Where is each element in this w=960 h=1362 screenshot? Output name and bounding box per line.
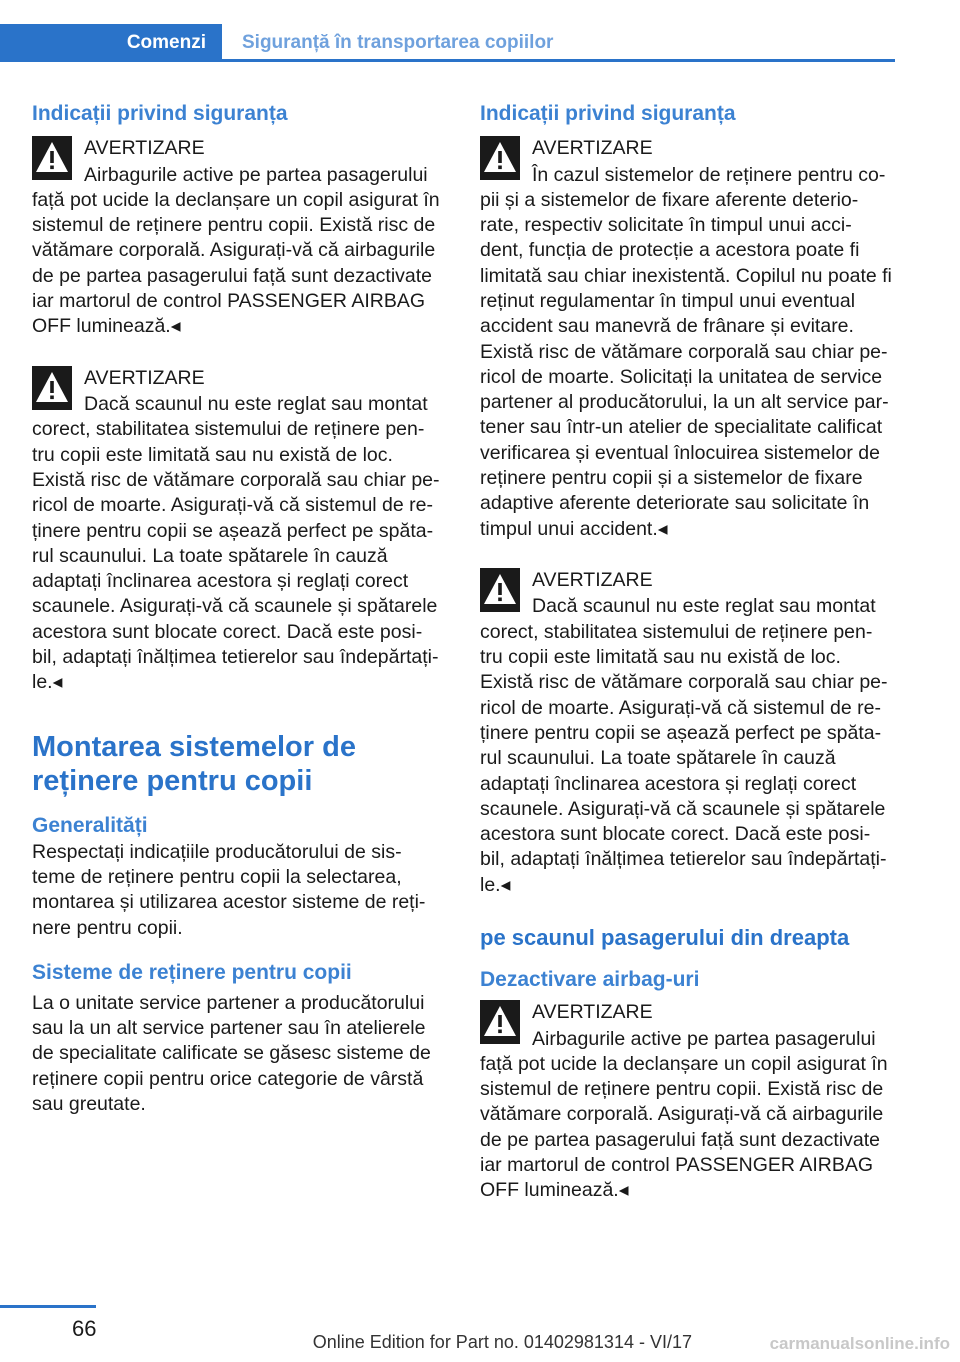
edition-note: Online Edition for Part no. 01402981314 - VI/17 [312,1332,692,1352]
warning-title: AVERTIZARE [532,568,653,591]
page-number: 66 [72,1316,97,1341]
footer-rule [0,1305,96,1308]
section-title: Siguranță în transportarea copiilor [242,32,554,53]
chapter-tab-label: Comenzi [126,32,206,53]
warning-text: Airbagurile active pe partea pasagerului față pot ucide la declanșare un copil asigurat în sistemul de reținere pentru copii. Există risc de vătămare corporală. Asigurați-vă că airbagurile de pe partea pasagerului față sunt dezactivate iar martorul de control PASSENGER AIRBAG OFF luminează.◂ [480,1027,888,1202]
warning-block [480,1000,895,1204]
watermark: carmanualsonline.info [769,1334,950,1353]
heading-deactivate-airbags: Dezactivare airbag-uri [480,968,700,992]
left-column [32,100,447,1117]
chapter-tab[interactable] [0,24,222,62]
warning-text: Dacă scaunul nu este reglat sau montat corect, stabilitatea sistemului de reținere pen- tru copii este limitată sau nu există de loc. Există risc de vătămare corporală sau chiar pe- ricol de moarte. Asigurați-vă că sistemul de re- ținere pentru copii se așează perfect pe spăta- rul scaunului. La toate spătarele în cauză adaptați înclinarea acestora și reglați corect scaunele. Asigurați-vă că scaunele și spătarele acestora sunt blocate corect. Dacă este posi- bil, adaptați înălțimea tetierelor sau îndepărtați- le.◂ [32,393,440,694]
heading-safety-notes: Indicații privind siguranța [480,102,736,125]
warning-triangle-icon [480,136,520,180]
header-rule [222,59,895,62]
warning-block [480,136,895,542]
warning-title: AVERTIZARE [84,137,205,159]
warning-block [480,568,895,898]
warning-triangle-icon [480,1000,520,1044]
heading-safety-notes: Indicații privind siguranța [32,102,288,125]
right-column [480,100,895,1230]
warning-triangle-icon [32,366,72,410]
heading-passenger-seat: pe scaunul pasagerului din dreapta [480,925,850,951]
warning-triangle-icon [32,136,72,180]
warning-block [32,136,447,340]
warning-title: AVERTIZARE [532,137,653,159]
heading-general: Generalități [32,813,148,837]
warning-title: AVERTIZARE [84,366,205,389]
paragraph-general: Respectați indicațiile producătorului de sis- teme de reținere pentru copii la selectarea, montarea și utilizarea acestor sisteme de reți- nere pentru copii. [32,840,426,939]
warning-text: În cazul sistemelor de reținere pentru co- pii și a sistemelor de fixare aferente deterio- rate, respectiv solicitate în timpul unui acci- dent, funcția de protecție a acestora poate fi limitată sau chiar inexistentă. Copilul nu poate fi reținut regulamentar în timpul unui eventual accident sau manevră de frânare și evitare. Există risc de vătămare corporală sau chiar pe- ricol de moarte. Solicitați la unitatea de service partener al producătorului, la un alt service par- tener sau într-un atelier de specialitate calificat verificarea și eventual înlocuirea sistemelor de reținere pentru copii și a sistemelor de fixare adaptive aferente deteriorate sau solicitate în timpul unui accident.◂ [480,163,892,540]
warning-text: Airbagurile active pe partea pasagerului față pot ucide la declanșare un copil asigurat în sistemul de reținere pentru copii. Există risc de vătămare corporală. Asigurați-vă că airbagurile de pe partea pasagerului față sunt dezactivate iar martorul de control PASSENGER AIRBAG OFF luminează.◂ [32,163,440,338]
heading-restraint-systems: Sisteme de reținere pentru copii [32,960,352,984]
warning-title: AVERTIZARE [532,1001,653,1024]
paragraph-restraint-systems: La o unitate service partener a producătorului sau la un alt service partener sau în atelierele de specialitate calificate se găsesc sisteme de reținere copii pentru orice categorie de vârstă sau greutate. [32,991,431,1116]
warning-block [32,366,447,696]
chapter-heading: Montarea sistemelor de reținere pentru copii [32,730,356,797]
warning-text: Dacă scaunul nu este reglat sau montat corect, stabilitatea sistemului de reținere pen- tru copii este limitată sau nu există de loc. Există risc de vătămare corporală sau chiar pe- ricol de moarte. Asigurați-vă că sistemul de re- ținere pentru copii se așează perfect pe spăta- rul scaunului. La toate spătarele în cauză adaptați înclinarea acestora și reglați corect scaunele. Asigurați-vă că scaunele și spătarele acestora sunt blocate corect. Dacă este posi- bil, adaptați înălțimea tetierelor sau îndepărtați- le.◂ [480,595,888,896]
warning-triangle-icon [480,568,520,612]
